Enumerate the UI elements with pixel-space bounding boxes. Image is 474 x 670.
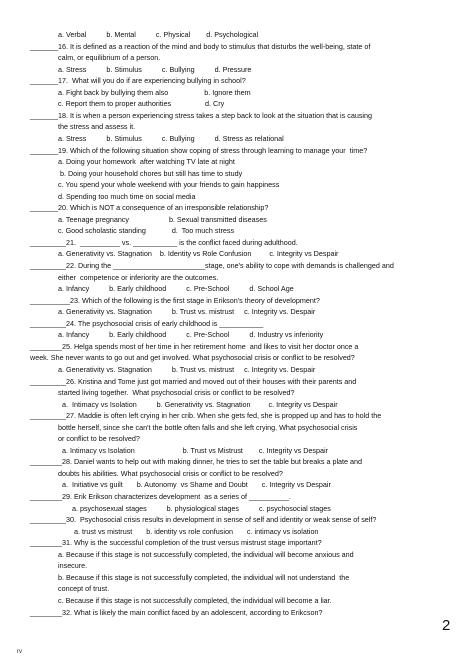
text-line: a. Infancy b. Early childhood c. Pre-School d. Industry vs inferiority: [58, 330, 324, 340]
text-line: a. Infancy b. Early childhood c. Pre-School d. School Age: [58, 284, 294, 294]
footer-initials: rv: [17, 649, 22, 655]
text-line: __________23. Which of the following is the first stage in Erikson's theory of development?: [30, 295, 320, 305]
text-line: a. Stress b. Stimulus c. Bullying d. Stress as relational: [58, 133, 284, 143]
text-line: a. Generativity vs. Stagnation b. Trust vs. mistrust c. Integrity vs. Despair: [58, 307, 316, 317]
text-line: started living together. What psychosocial crisis or conflict to be resolved?: [58, 388, 295, 398]
text-line: either competence or inferiority are the outcomes.: [58, 272, 219, 282]
text-line: insecure.: [58, 561, 88, 571]
text-line: _________22. During the _______________________stage, one's ability to cope with demands is challenged and: [30, 261, 394, 270]
text-line: a. Verbal b. Mental c. Physical d. Psychological: [58, 30, 259, 39]
text-line: c. You spend your whole weekend with your friends to gain happiness: [58, 180, 280, 190]
text-line: a. Doing your homework after watching TV late at night: [58, 157, 235, 167]
text-line: b. Doing your household chores but still has time to study: [58, 168, 243, 178]
text-line: a. Generativity vs. Stagnation b. Identity vs Role Confusion c. Integrity vs Despair: [58, 249, 339, 259]
text-line: a. Teenage pregnancy b. Sexual transmitted diseases: [58, 214, 267, 224]
text-line: ________29. Erik Erikson characterizes development as a series of __________.: [30, 492, 291, 501]
page-number: 2: [442, 617, 451, 634]
text-line: bottle herself, since she can't the bottle often falls and she left crying. What psychosocial crisis: [58, 422, 358, 432]
text-line: _________26. Kristina and Tome just got married and moved out of their houses with their parents and: [30, 376, 357, 386]
text-line: _______18. It is when a person experiencing stress takes a step back to look at the situation that is causing: [30, 110, 373, 120]
text-line: ________32. What is likely the main conflict faced by an adolescent, according to Erikcson?: [30, 607, 323, 617]
text-line: ________25. Helga spends most of her time in her retirement home and likes to visit her doctor once a: [30, 341, 359, 351]
text-line: or conflict to be resolved?: [58, 434, 140, 444]
text-line: c. Because if this stage is not successfully completed, the individual will become a liar.: [58, 595, 332, 605]
text-line: a. Intimacy vs Isolation b. Trust vs Mistrust c. Integrity vs Despair: [58, 445, 329, 455]
text-line: b. Because if this stage is not successfully completed, the individual will not understand the: [58, 572, 350, 582]
text-line: _______19. Which of the following situation show coping of stress through learning to manage your time?: [30, 145, 368, 155]
text-line: _________24. The psychosocial crisis of early childhood is ___________: [30, 318, 264, 328]
text-line: a. Intimacy vs Isolation b. Generativity vs. Stagnation c. Integrity vs Despair: [58, 399, 338, 409]
text-line: d. Spending too much time on social media: [58, 191, 196, 201]
text-line: _______20. Which is NOT a consequence of an irresponsible relationship?: [30, 203, 269, 213]
text-line: a. Initiative vs guilt b. Autonomy vs Shame and Doubt c. Integrity vs Despair: [58, 480, 331, 490]
text-line: the stress and assess it.: [58, 122, 136, 132]
text-line: a. psychosexual stages b. physiological stages c. psychosocial stages: [58, 503, 331, 513]
text-line: _______17. What will you do if are experiencing bullying in school?: [30, 76, 246, 86]
text-line: a. Generativity vs. Stagnation b. Trust vs. mistrust c. Integrity vs. Despair: [58, 364, 316, 374]
text-line: week. She never wants to go out and get involved. What psychosocial crisis or conflict to be resolved?: [30, 353, 355, 363]
text-line: concept of trust.: [58, 584, 110, 594]
text-line: a. Because if this stage is not successfully completed, the individual will become anxious and: [58, 549, 354, 559]
text-line: _________27. Maddie is often left crying in her crib. When she gets fed, she is propped up and has to hold the: [30, 411, 382, 421]
text-line: _________21. __________ vs. ___________ is the conflict faced during adulthood.: [30, 237, 298, 247]
text-line: c. Good scholastic standing d. Too much stress: [58, 226, 235, 236]
text-line: a. Fight back by bullying them also b. Ignore them: [58, 87, 251, 97]
text-line: calm, or equilibrium of a person.: [58, 53, 161, 63]
text-line: doubts his abilities. What psychosocial crisis or conflict to be resolved?: [58, 468, 283, 478]
text-line: ________31. Why is the successful completion of the trust versus mistrust stage important?: [30, 538, 322, 548]
text-line: a. Stress b. Stimulus c. Bullying d. Pressure: [58, 64, 252, 74]
text-line: ________28. Daniel wants to help out with making dinner, he tries to set the table but breaks a plate and: [30, 457, 363, 467]
text-line: a. trust vs mistrust b. identity vs role confusion c. intimacy vs isolation: [58, 526, 319, 536]
text-line: c. Report them to proper authorities d. Cry: [58, 99, 225, 109]
text-line: _________30. Psychosocial crisis results in development in sense of self and identity or weak sense of self?: [30, 515, 377, 525]
text-line: _______16. It is defined as a reaction of the mind and body to stimulus that disturbs the well-being, state of: [30, 41, 371, 51]
